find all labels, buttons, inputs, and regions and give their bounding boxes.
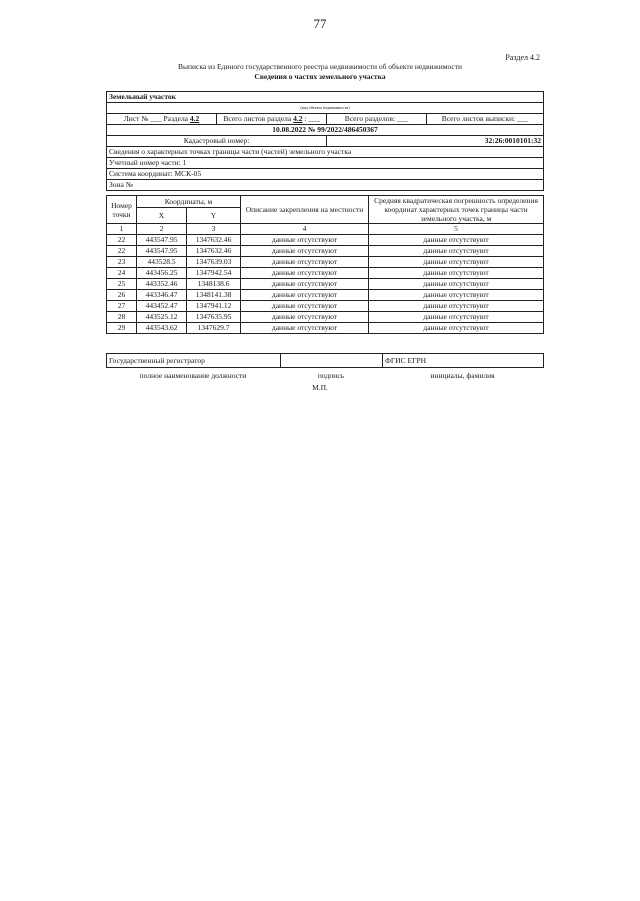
point-x: 443547.95 xyxy=(137,246,187,257)
sheet-row xyxy=(107,114,544,125)
registrar-label: Государственный регистратор xyxy=(107,354,281,368)
table-row xyxy=(107,268,544,279)
object-type: Земельный участок xyxy=(107,92,544,103)
point-x: 443452.47 xyxy=(137,301,187,312)
point-y: 1348138.6 xyxy=(187,279,241,290)
caption-position: полное наименование должности xyxy=(139,371,247,380)
table-row xyxy=(107,290,544,301)
signature-table xyxy=(106,353,544,368)
point-error: данные отсутствуют xyxy=(369,235,544,246)
system-label: ФГИС ЕГРН xyxy=(383,354,544,368)
point-x: 443528.5 xyxy=(137,257,187,268)
signature-field xyxy=(281,354,383,368)
col-coordinates: Координаты, м xyxy=(137,196,241,208)
point-number: 24 xyxy=(107,268,137,279)
stamp-label: М.П. xyxy=(312,383,328,392)
point-y: 1347941.12 xyxy=(187,301,241,312)
object-type-caption: (вид объекта недвижимости) xyxy=(107,103,544,114)
point-error: данные отсутствуют xyxy=(369,323,544,334)
cadastral-value: 32:26:0010101:32 xyxy=(327,136,544,147)
total-sheets-extract-label: Всего листов выписки: xyxy=(441,114,516,123)
total-sheets-section-label: Всего листов раздела xyxy=(223,114,292,123)
point-description: данные отсутствуют xyxy=(241,312,369,323)
sheet-cell xyxy=(107,114,217,125)
total-sections-value: ___ xyxy=(397,114,409,123)
table-row xyxy=(107,246,544,257)
point-x: 443346.47 xyxy=(137,290,187,301)
col-point-number: Номер точки xyxy=(107,196,137,224)
point-x: 443547.95 xyxy=(137,235,187,246)
point-number: 22 xyxy=(107,246,137,257)
point-number: 29 xyxy=(107,323,137,334)
point-x: 443543.62 xyxy=(137,323,187,334)
cadastral-label: Кадастровый номер: xyxy=(107,136,327,147)
point-y: 1347632.46 xyxy=(187,235,241,246)
col-x: X xyxy=(137,207,187,223)
col-y: Y xyxy=(187,207,241,223)
table-row xyxy=(107,257,544,268)
point-description: данные отсутствуют xyxy=(241,235,369,246)
point-error: данные отсутствуют xyxy=(369,268,544,279)
date-number: 10.08.2022 № 99/2022/486450367 xyxy=(107,125,544,136)
table-row xyxy=(107,312,544,323)
total-sheets-extract-value: ___ xyxy=(517,114,529,123)
table-row xyxy=(107,235,544,246)
point-y: 1347635.95 xyxy=(187,312,241,323)
col-num-4: 4 xyxy=(241,224,369,235)
info-line-3: Система координат: МСК-05 xyxy=(107,169,544,180)
section-ref-value: 4.2 xyxy=(189,114,200,123)
table-row xyxy=(107,323,544,334)
point-y: 1347632.46 xyxy=(187,246,241,257)
point-description: данные отсутствуют xyxy=(241,323,369,334)
point-y: 1347629.7 xyxy=(187,323,241,334)
point-y: 1348141.38 xyxy=(187,290,241,301)
document-title: Выписка из Единого государственного реестра недвижимости об объекте недвижимости xyxy=(177,62,463,71)
point-x: 443456.25 xyxy=(137,268,187,279)
point-x: 443525.12 xyxy=(137,312,187,323)
point-error: данные отсутствуют xyxy=(369,279,544,290)
point-description: данные отсутствуют xyxy=(241,279,369,290)
point-number: 26 xyxy=(107,290,137,301)
col-num-5: 5 xyxy=(369,224,544,235)
info-line-2: Учетный номер части: 1 xyxy=(107,158,544,169)
boundary-points-table xyxy=(106,195,544,334)
extract-header-table xyxy=(106,91,544,191)
point-y: 1347942.54 xyxy=(187,268,241,279)
point-description: данные отсутствуют xyxy=(241,246,369,257)
total-sheets-section-cell xyxy=(217,114,327,125)
point-error: данные отсутствуют xyxy=(369,257,544,268)
col-description: Описание закрепления на местности xyxy=(241,196,369,224)
section-ref-label: Раздела xyxy=(163,114,189,123)
point-number: 23 xyxy=(107,257,137,268)
point-description: данные отсутствуют xyxy=(241,268,369,279)
point-number: 28 xyxy=(107,312,137,323)
sheet-value: ___ xyxy=(150,114,162,123)
table-row xyxy=(107,279,544,290)
point-number: 27 xyxy=(107,301,137,312)
point-number: 25 xyxy=(107,279,137,290)
caption-name: инициалы, фамилия xyxy=(430,371,495,380)
col-num-3: 3 xyxy=(187,224,241,235)
table-row xyxy=(107,301,544,312)
point-description: данные отсутствуют xyxy=(241,290,369,301)
col-num-1: 1 xyxy=(107,224,137,235)
total-sheets-extract-cell xyxy=(427,114,544,125)
section-label: Раздел 4.2 xyxy=(505,53,540,62)
info-line-4: Зона № xyxy=(107,180,544,191)
point-description: данные отсутствуют xyxy=(241,257,369,268)
sheet-label: Лист № xyxy=(123,114,149,123)
total-sections-label: Всего разделов: xyxy=(344,114,396,123)
point-error: данные отсутствуют xyxy=(369,246,544,257)
point-y: 1347639.03 xyxy=(187,257,241,268)
total-sheets-section-suffix: : ___ xyxy=(304,114,320,123)
total-sheets-section-value: 4.2 xyxy=(293,114,303,123)
page-number: 77 xyxy=(313,16,327,31)
point-error: данные отсутствуют xyxy=(369,290,544,301)
document-subtitle: Сведения о частях земельного участка xyxy=(254,72,386,81)
info-line-1: Сведения о характерных точках границы части (частей) земельного участка xyxy=(107,147,544,158)
caption-signature: подпись xyxy=(317,371,345,380)
col-num-2: 2 xyxy=(137,224,187,235)
point-x: 443352.46 xyxy=(137,279,187,290)
point-error: данные отсутствуют xyxy=(369,301,544,312)
point-number: 22 xyxy=(107,235,137,246)
col-error: Средняя квадратическая погрешность определения координат характерных точек границы части земельного участка, м xyxy=(369,196,544,224)
point-description: данные отсутствуют xyxy=(241,301,369,312)
point-error: данные отсутствуют xyxy=(369,312,544,323)
total-sections-cell xyxy=(327,114,427,125)
